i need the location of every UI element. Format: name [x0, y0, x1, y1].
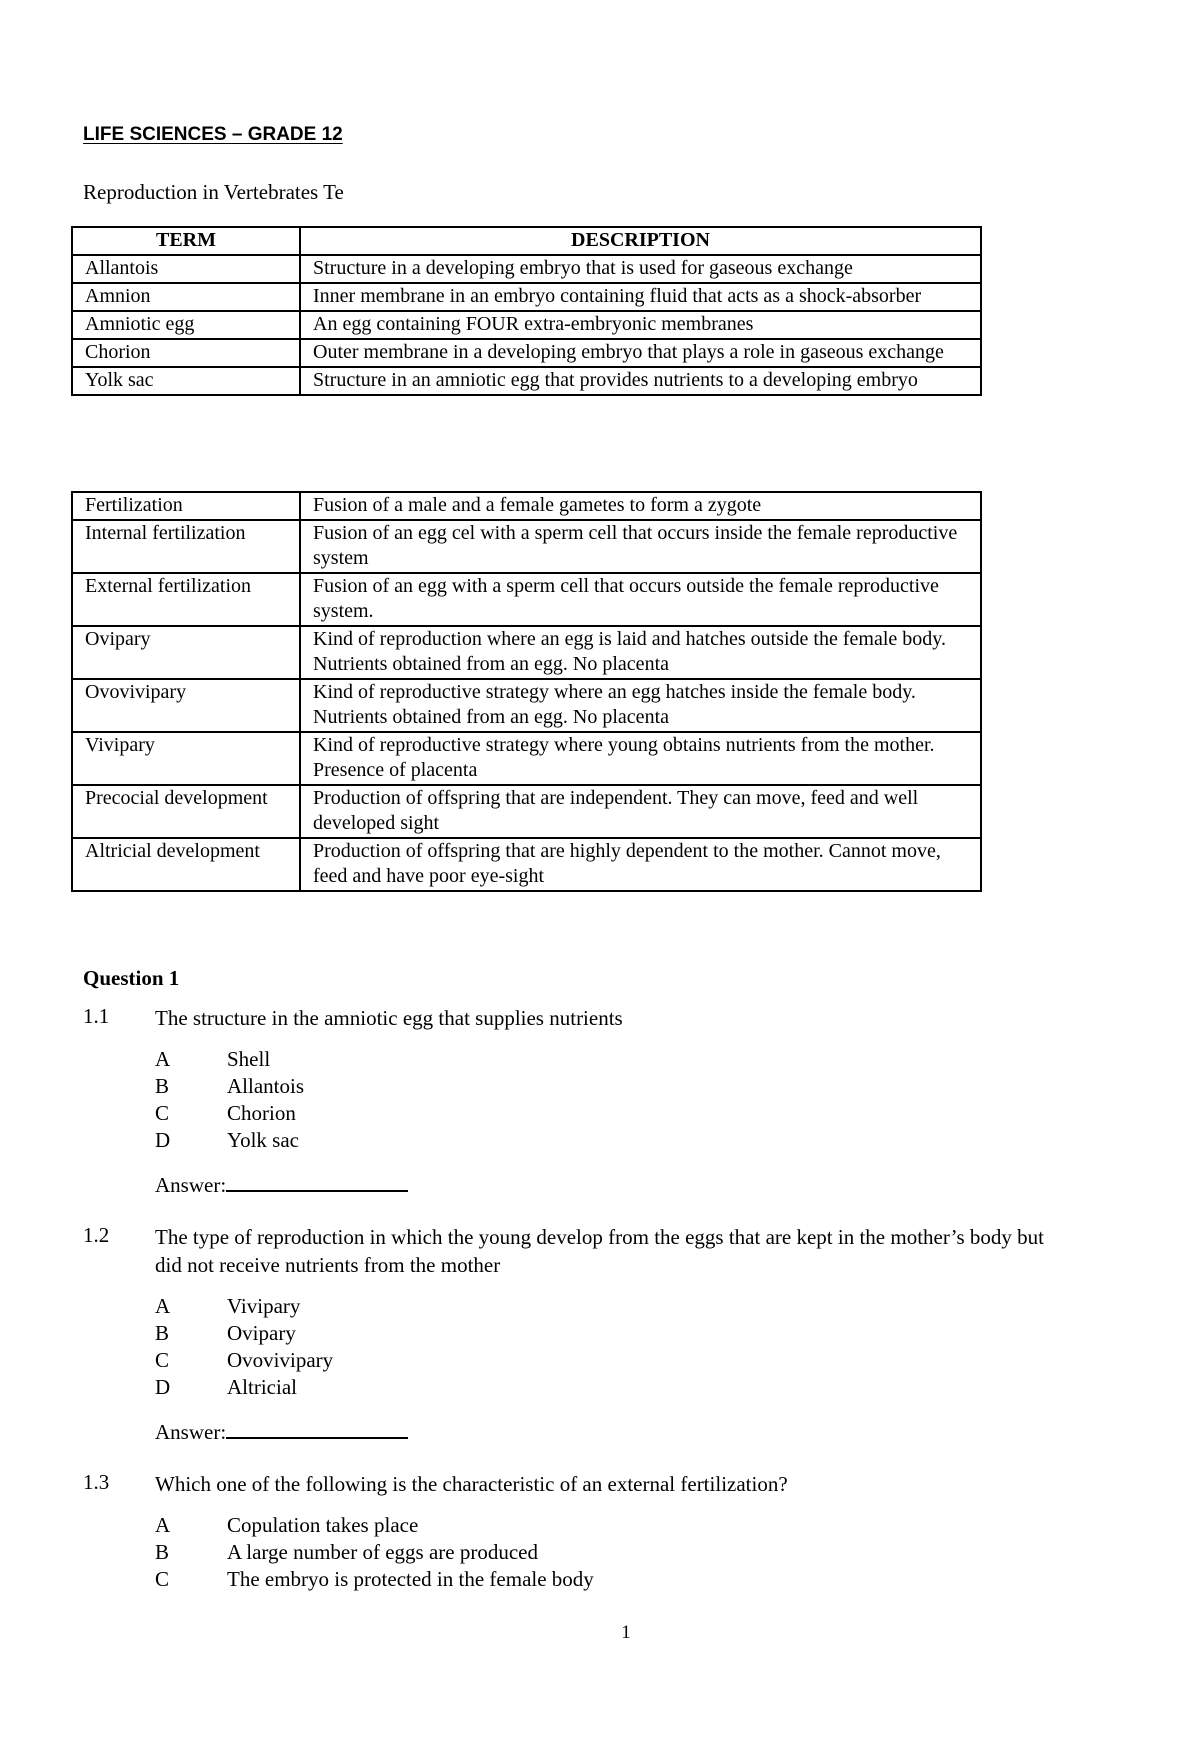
option-text: Shell: [227, 1047, 271, 1071]
description-cell: Structure in a developing embryo that is used for gaseous exchange: [300, 255, 981, 283]
question-number: 1.2: [83, 1223, 110, 1247]
term-cell: External fertilization: [72, 573, 300, 626]
term-cell: Internal fertilization: [72, 520, 300, 573]
table-row: [72, 785, 981, 838]
table-row: [72, 573, 981, 626]
description-cell: Fusion of a male and a female gametes to form a zygote: [300, 492, 981, 520]
answer-label: Answer:: [155, 1420, 227, 1444]
document-subtitle: Reproduction in Vertebrates Te: [83, 180, 344, 204]
option-letter: B: [155, 1074, 170, 1098]
term-cell: Vivipary: [72, 732, 300, 785]
answer-blank-line[interactable]: [226, 1417, 408, 1439]
table-row: [72, 838, 981, 891]
answer-field: [155, 1417, 1200, 1445]
question-1-3: [83, 1470, 1200, 1593]
description-cell: Kind of reproduction where an egg is laid and hatches outside the female body. Nutrients obtained from an egg. No placenta: [300, 626, 981, 679]
table-row: [72, 492, 981, 520]
answer-label: Answer:: [155, 1173, 227, 1197]
description-cell: Production of offspring that are independent. They can move, feed and well developed sight: [300, 785, 981, 838]
option-text: Chorion: [227, 1101, 296, 1125]
answer-field: [155, 1170, 1200, 1198]
table-header-row: [72, 227, 981, 255]
table-row: [72, 255, 981, 283]
options-list: [155, 1512, 1200, 1593]
option-letter: D: [155, 1375, 171, 1399]
question-section-title: Question 1: [83, 966, 180, 990]
description-cell: Kind of reproductive strategy where young obtains nutrients from the mother. Presence of placenta: [300, 732, 981, 785]
option-letter: B: [155, 1540, 170, 1564]
terms-table-continued: [71, 491, 982, 892]
option-text: Ovovivipary: [227, 1348, 334, 1372]
column-header-term: TERM: [72, 227, 300, 255]
option-text: Vivipary: [227, 1294, 301, 1318]
option-a: [155, 1293, 1200, 1320]
option-d: [155, 1127, 1200, 1154]
option-c: [155, 1347, 1200, 1374]
option-letter: B: [155, 1321, 170, 1345]
option-b: [155, 1320, 1200, 1347]
option-letter: A: [155, 1513, 171, 1537]
option-letter: A: [155, 1047, 171, 1071]
term-cell: Ovipary: [72, 626, 300, 679]
table-row: [72, 283, 981, 311]
option-text: Yolk sac: [227, 1128, 299, 1152]
table-row: [72, 626, 981, 679]
question-1-1: [83, 1004, 1200, 1198]
term-cell: Amniotic egg: [72, 311, 300, 339]
option-letter: A: [155, 1294, 171, 1318]
option-text: A large number of eggs are produced: [227, 1540, 539, 1564]
description-cell: Inner membrane in an embryo containing fluid that acts as a shock-absorber: [300, 283, 981, 311]
option-b: [155, 1073, 1200, 1100]
term-cell: Yolk sac: [72, 367, 300, 395]
question-text-line-1: The type of reproduction in which the young develop from the eggs that are kept in the mother’s body but: [155, 1225, 1044, 1249]
question-text: The structure in the amniotic egg that supplies nutrients: [155, 1006, 623, 1030]
option-letter: C: [155, 1567, 170, 1591]
table-row: [72, 732, 981, 785]
option-text: Ovipary: [227, 1321, 296, 1345]
answer-blank-line[interactable]: [226, 1170, 408, 1192]
option-c: [155, 1566, 1200, 1593]
question-1-2: [83, 1223, 1200, 1445]
column-header-description: DESCRIPTION: [300, 227, 981, 255]
description-cell: An egg containing FOUR extra-embryonic membranes: [300, 311, 981, 339]
document-header: LIFE SCIENCES – GRADE 12: [83, 124, 343, 145]
option-letter: D: [155, 1128, 171, 1152]
table-row: [72, 520, 981, 573]
terms-table-main: [71, 226, 982, 396]
term-cell: Precocial development: [72, 785, 300, 838]
table-row: [72, 679, 981, 732]
option-b: [155, 1539, 1200, 1566]
option-text: Copulation takes place: [227, 1513, 419, 1537]
question-number: 1.1: [83, 1004, 110, 1028]
option-letter: C: [155, 1101, 170, 1125]
term-cell: Amnion: [72, 283, 300, 311]
term-cell: Chorion: [72, 339, 300, 367]
option-d: [155, 1374, 1200, 1401]
table-row: [72, 367, 981, 395]
option-text: The embryo is protected in the female body: [227, 1567, 594, 1591]
description-cell: Structure in an amniotic egg that provides nutrients to a developing embryo: [300, 367, 981, 395]
description-cell: Outer membrane in a developing embryo that plays a role in gaseous exchange: [300, 339, 981, 367]
description-cell: Fusion of an egg cel with a sperm cell that occurs inside the female reproductive system: [300, 520, 981, 573]
options-list: [155, 1293, 1200, 1401]
term-cell: Ovovivipary: [72, 679, 300, 732]
option-text: Allantois: [227, 1074, 304, 1098]
table-row: [72, 339, 981, 367]
description-cell: Kind of reproductive strategy where an egg hatches inside the female body. Nutrients obtained from an egg. No placenta: [300, 679, 981, 732]
page-number: 1: [621, 1622, 631, 1643]
question-text: Which one of the following is the characteristic of an external fertilization?: [155, 1472, 788, 1496]
option-a: [155, 1046, 1200, 1073]
option-a: [155, 1512, 1200, 1539]
term-cell: Fertilization: [72, 492, 300, 520]
option-c: [155, 1100, 1200, 1127]
term-cell: Altricial development: [72, 838, 300, 891]
option-letter: C: [155, 1348, 170, 1372]
description-cell: Production of offspring that are highly dependent to the mother. Cannot move, feed and have poor eye-sight: [300, 838, 981, 891]
options-list: [155, 1046, 1200, 1154]
term-cell: Allantois: [72, 255, 300, 283]
description-cell: Fusion of an egg with a sperm cell that occurs outside the female reproductive system.: [300, 573, 981, 626]
question-text-line-2: did not receive nutrients from the mother: [155, 1253, 501, 1277]
table-row: [72, 311, 981, 339]
option-text: Altricial: [227, 1375, 297, 1399]
question-number: 1.3: [83, 1470, 110, 1494]
